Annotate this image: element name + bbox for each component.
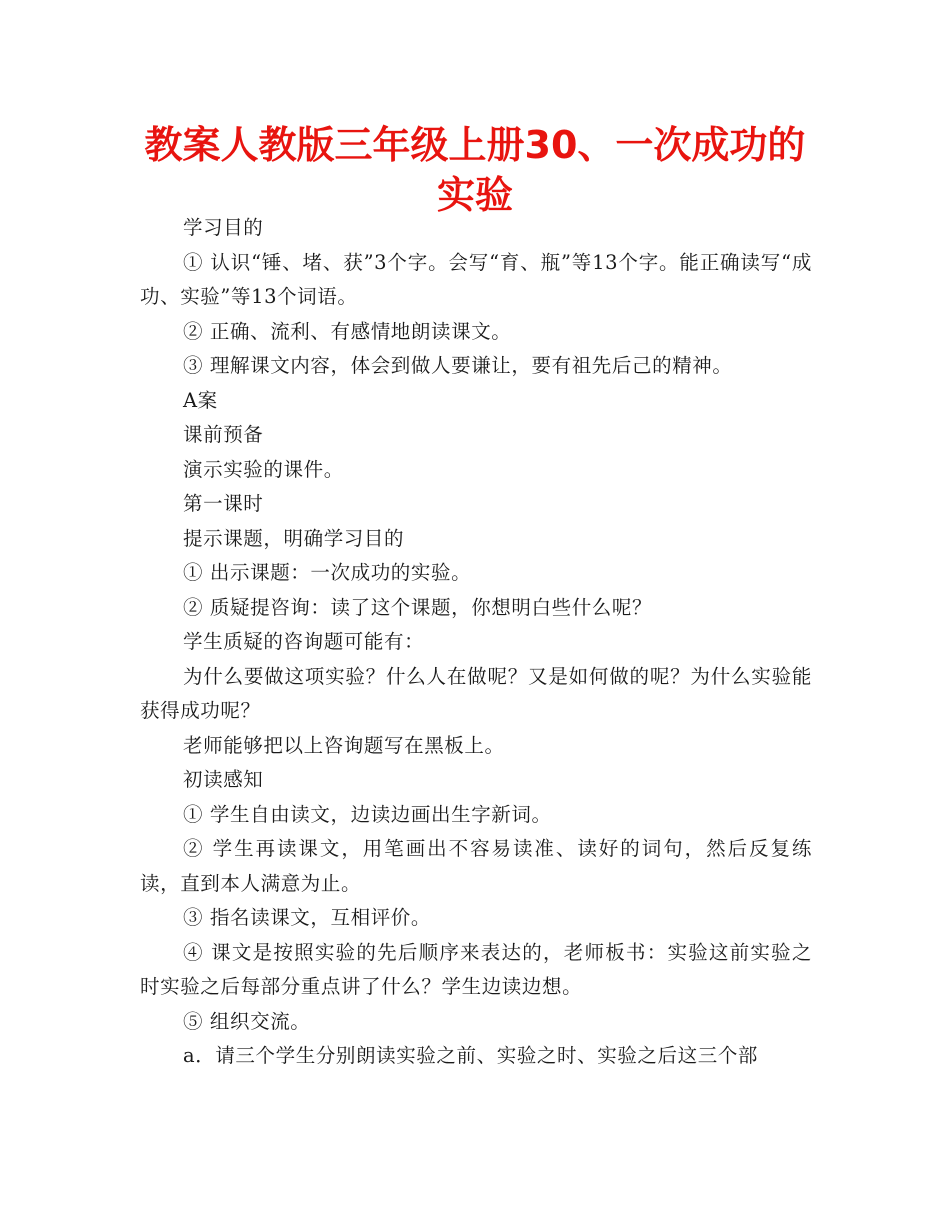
paragraph: ① 学生自由读文，边读边画出生字新词。	[183, 802, 552, 826]
paragraph: 老师能够把以上咨询题写在黑板上。	[183, 733, 505, 757]
section-heading: 初读感知	[183, 768, 264, 791]
document-title: 教案人教版三年级上册30、一次成功的实验	[144, 123, 806, 217]
paragraph: ① 出示课题：一次成功的实验。	[183, 561, 472, 584]
paragraph: ⑤ 组织交流。	[183, 1009, 311, 1033]
paragraph: a．请三个学生分别朗读实验之前、实验之时、实验之后这三个部	[183, 1044, 759, 1067]
paragraph: ④ 课文是按照实验的先后顺序来表达的，老师板书：实验这前实验之时实验之后每部分重点讲了什么？学生边读边想。	[140, 940, 812, 998]
paragraph: ③ 指名读课文，互相评价。	[183, 906, 431, 929]
paragraph: 演示实验的课件。	[183, 457, 344, 481]
section-heading: 提示课题，明确学习目的	[183, 526, 405, 550]
section-heading: 学习目的	[183, 216, 264, 239]
paragraph: ② 正确、流利、有感情地朗读课文。	[183, 319, 512, 343]
paragraph: 为什么要做这项实验？什么人在做呢？又是如何做的呢？为什么实验能获得成功呢？	[140, 664, 812, 722]
paragraph: ③ 理解课文内容，体会到做人要谦让，要有祖先后己的精神。	[183, 354, 733, 377]
section-heading: 第一课时	[183, 492, 264, 515]
paragraph: 学生质疑的咨询题可能有：	[183, 630, 425, 653]
section-heading: 课前预备	[183, 423, 264, 446]
document-body	[140, 211, 812, 1074]
paragraph: ② 学生再读课文，用笔画出不容易读准、读好的词句，然后反复练读，直到本人满意为止。	[140, 837, 812, 895]
section-heading: A案	[183, 388, 218, 412]
paragraph: ② 质疑提咨询：读了这个课题，你想明白些什么呢？	[183, 595, 653, 619]
paragraph: ① 认识“锤、堵、获”3个字。会写“育、瓶”等13个字。能正确读写“成功、实验”等13个词语。	[140, 250, 812, 308]
